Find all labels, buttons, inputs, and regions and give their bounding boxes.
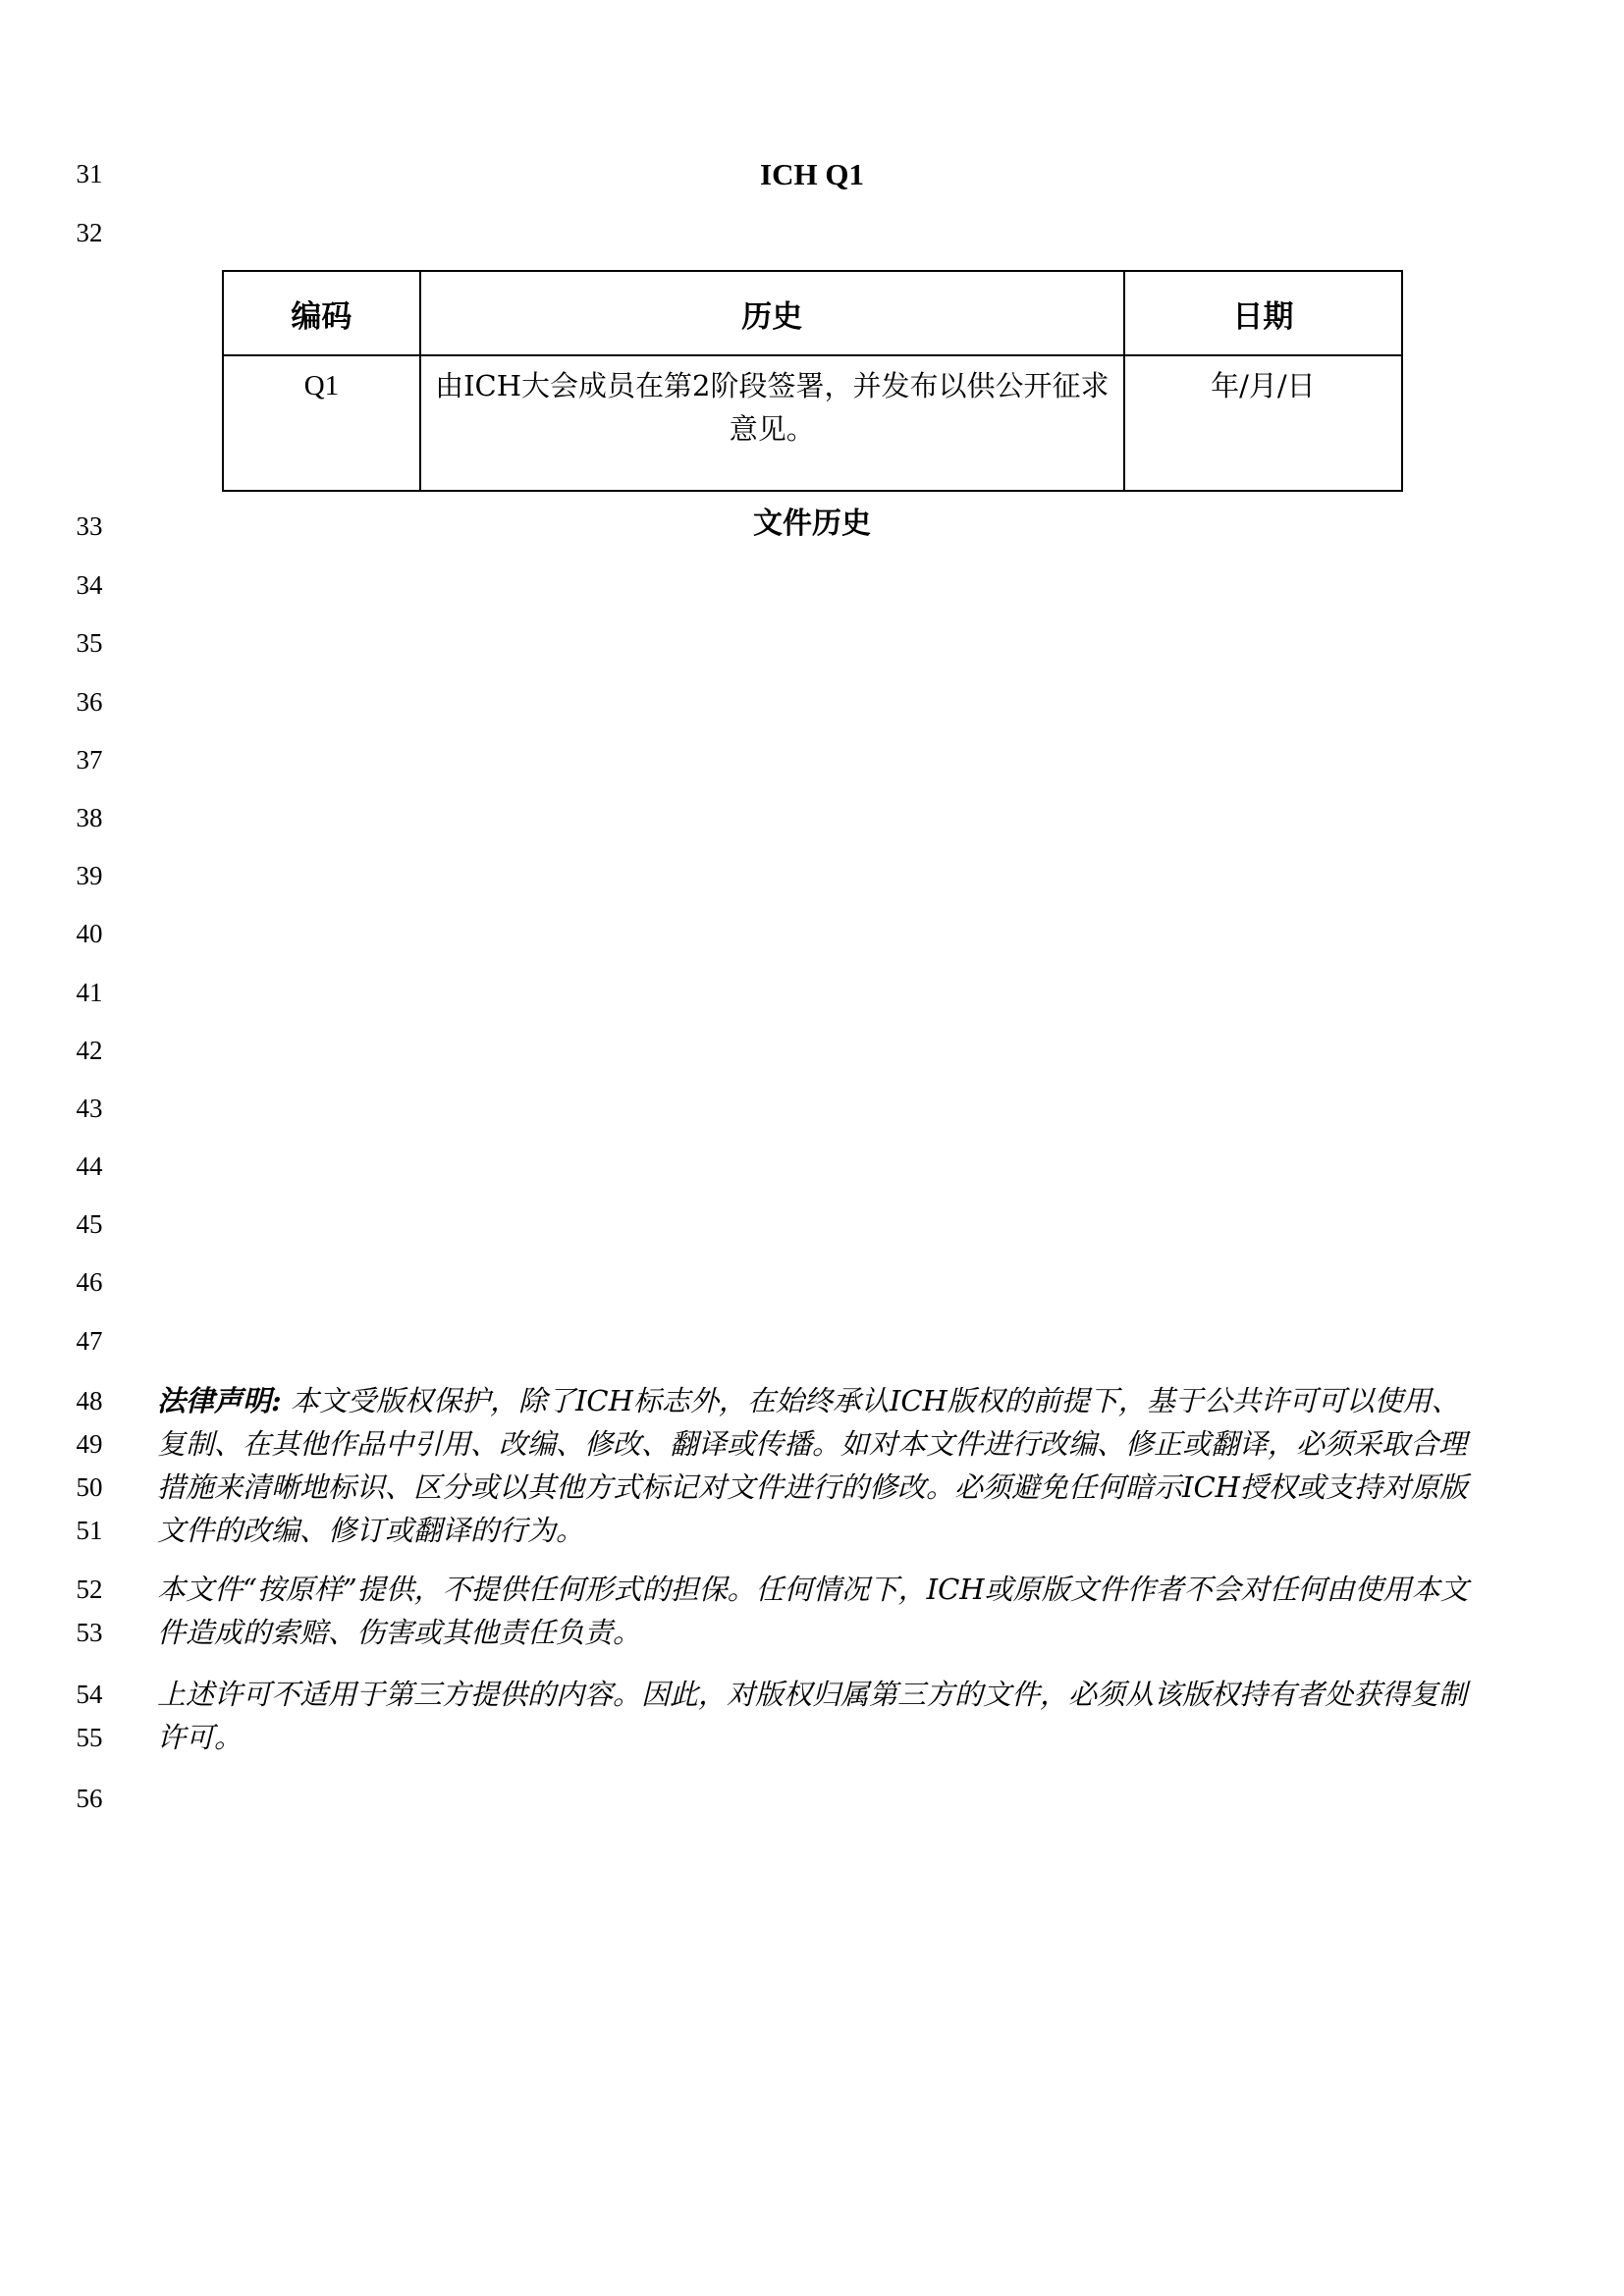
legal-notice-heading: 法律声明: xyxy=(157,1384,282,1417)
legal-notice-paragraph-3: 上述许可不适用于第三方提供的内容。因此，对版权归属第三方的文件，必须从该版权持有者处获得复制许可。 xyxy=(157,1678,1468,1754)
document-title: ICH Q1 xyxy=(760,157,864,191)
column-header-date: 日期 xyxy=(1124,271,1402,355)
line-number: 55 xyxy=(76,1723,103,1752)
cell-history: 由ICH大会成员在第2阶段签署，并发布以供公开征求意见。 xyxy=(420,355,1124,491)
line-number: 47 xyxy=(76,1326,103,1356)
line-number: 42 xyxy=(76,1036,103,1065)
line-number: 37 xyxy=(76,745,103,774)
line-number: 31 xyxy=(76,159,103,188)
line-number: 45 xyxy=(76,1209,103,1239)
line-number: 40 xyxy=(76,919,103,948)
line-number: 39 xyxy=(76,861,103,890)
line-number: 46 xyxy=(76,1267,103,1297)
legal-notice-text: 本文受版权保护，除了ICH标志外，在始终承认ICH版权的前提下，基于公共许可可以使用、复制、在其他作品中引用、改编、修改、翻译或传播。如对本文件进行改编、修正或翻译，必须采取合理措施来清晰地标识、区分或以其他方式标记对文件进行的修改。必须避免任何暗示ICH授权或支持对原版文件的改编、修订或翻译的行为。 xyxy=(157,1384,1468,1547)
line-number: 36 xyxy=(76,687,103,717)
cell-date: 年/月/日 xyxy=(1124,355,1402,491)
table-header-row xyxy=(223,271,1402,355)
column-header-history: 历史 xyxy=(420,271,1124,355)
line-number: 33 xyxy=(76,511,103,541)
line-number: 53 xyxy=(76,1618,103,1647)
cell-code: Q1 xyxy=(223,355,420,491)
document-history-table xyxy=(222,270,1403,492)
line-number: 54 xyxy=(76,1680,103,1709)
line-number: 41 xyxy=(76,978,103,1007)
line-number: 56 xyxy=(76,1784,103,1813)
line-number: 48 xyxy=(76,1386,103,1415)
line-number: 52 xyxy=(76,1575,103,1604)
column-header-code: 编码 xyxy=(223,271,420,355)
table-row xyxy=(223,355,1402,491)
line-number: 50 xyxy=(76,1472,103,1502)
table-caption: 文件历史 xyxy=(753,507,871,541)
legal-notice-paragraph-1 xyxy=(157,1379,1478,1552)
line-number: 43 xyxy=(76,1094,103,1123)
line-number: 32 xyxy=(76,218,103,247)
line-number: 44 xyxy=(76,1151,103,1181)
line-number: 34 xyxy=(76,570,103,600)
line-number: 35 xyxy=(76,628,103,658)
line-number: 49 xyxy=(76,1429,103,1459)
line-number: 51 xyxy=(76,1516,103,1545)
legal-notice-paragraph-2: 本文件“按原样”提供，不提供任何形式的担保。任何情况下，ICH或原版文件作者不会对任何由使用本文件造成的索赔、伤害或其他责任负责。 xyxy=(157,1573,1469,1649)
line-number: 38 xyxy=(76,803,103,832)
